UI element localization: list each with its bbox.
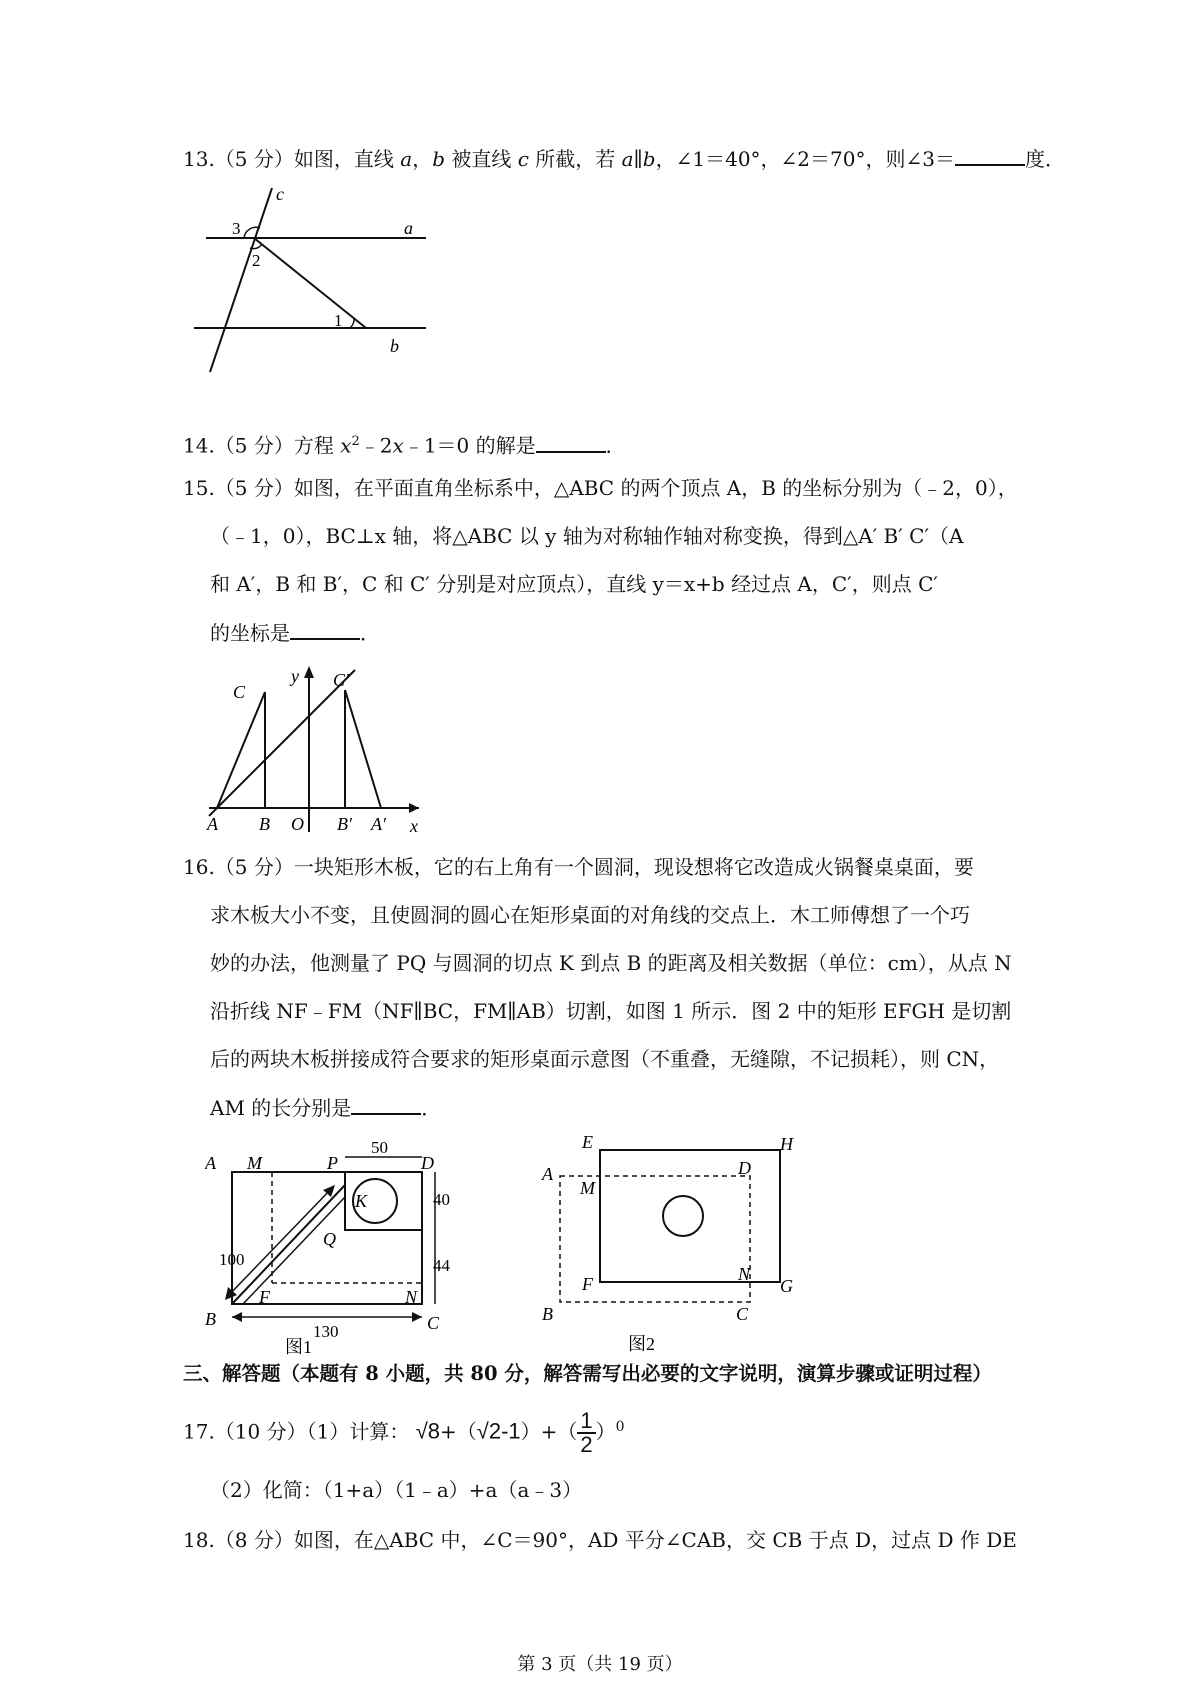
fig1-label-M: M [247,1153,262,1173]
fig1-label-P: P [327,1153,338,1173]
q17-minus1: -1 [501,1418,521,1444]
q15-figure [205,660,425,835]
label-angle-3: 3 [232,219,241,238]
q14-rest1: ﹣2 [359,433,393,458]
y-axis-arrow [304,666,314,678]
q18-line1: 18.（8 分）如图，在△ABC 中，∠C＝90°，AD 平分∠CAB，交 CB 于点 D，过点 D 作 DE [183,1528,1017,1552]
fig2-label-A: A [542,1164,553,1184]
q13-mid2: 所截，若 [528,147,622,171]
section-3-heading: 三、解答题（本题有 8 小题，共 80 分，解答需写出必要的文字说明，演算步骤或证明过程） [183,1362,992,1385]
fig2-label-F: F [582,1274,593,1294]
fig1-label-N: N [405,1287,418,1307]
fig1-dim-40: 40 [433,1190,450,1209]
line-c [210,188,272,372]
q17-part2: （2）化简：（1+a）（1﹣a）+a（a﹣3） [210,1478,583,1502]
q16-answer-blank[interactable] [351,1095,421,1115]
fig2-label-D: D [738,1158,751,1178]
q15-line3: 和 A′，B 和 B′，C 和 C′ 分别是对应顶点），直线 y＝x+b 经过点 A，C′，则点 C′ [210,572,938,596]
q13-var-c: c [517,147,529,171]
line-y-x-b [209,670,355,816]
q16-line4: 沿折线 NF﹣FM（NF∥BC，FM∥AB）切割，如图 1 所示．图 2 中的矩形 EFGH 是切割 [210,999,1012,1023]
fig1-label-B: B [205,1309,216,1329]
q15-line4 [210,620,380,645]
q17-sqrt8: √8 [415,1418,441,1444]
q17-numerator: 1 [577,1410,595,1434]
q15-line1: 15.（5 分）如图，在平面直角坐标系中，△ABC 的两个顶点 A，B 的坐标分别为（﹣2，0）， [183,476,1018,500]
segment-ApCp [345,690,381,808]
label-angle-2: 2 [252,251,261,270]
q13-var-a: a [400,147,413,171]
fig1-label-F: F [259,1287,270,1307]
fig1-label-C: C [427,1313,440,1333]
q16-figure1 [205,1135,455,1355]
label-b: b [390,336,399,356]
q17-plus1: +（ [440,1419,477,1444]
page-footer: 第 3 页（共 19 页） [517,1654,683,1675]
q17-denominator: 2 [580,1432,593,1457]
q13-figure [190,182,440,382]
q14-rest2: ﹣1＝0 的解是 [403,433,536,458]
q16-line2: 求木板大小不变，且使圆洞的圆心在矩形桌面的对角线的交点上．木工师傅想了一个巧 [210,903,970,927]
q14-exponent: 2 [351,434,360,449]
label-a: a [404,218,413,238]
fig1-caption: 图1 [285,1337,312,1355]
fig2-caption: 图2 [628,1334,655,1354]
measure-100 [227,1187,333,1297]
q17-part1 [183,1410,625,1456]
q16-line6-text: AM 的长分别是 [210,1096,352,1120]
label-A-prime: A′ [371,814,386,834]
q16-figure2 [540,1130,800,1355]
q17-exponent: 0 [615,1418,625,1435]
q13-tail: 度． [1024,147,1065,171]
label-B-prime: B′ [337,814,352,834]
fig1-dim-130: 130 [313,1322,339,1341]
q13-mid1: 被直线 [445,147,518,171]
label-C: C [233,682,246,702]
q15-answer-blank[interactable] [290,620,360,640]
fig1-dim-44: 44 [433,1256,450,1275]
q17-close2: ） [595,1419,616,1444]
rect-EFGH [600,1150,780,1282]
label-y: y [291,666,299,686]
q14-answer-blank[interactable] [536,433,606,453]
q14-lead: 14.（5 分）方程 [183,433,341,458]
q14-var-x2: x [392,433,404,458]
fig1-dim-100: 100 [219,1250,245,1269]
q16-tail: ． [421,1096,442,1120]
fig1-label-A: A [205,1153,216,1173]
fig1-label-K: K [355,1191,368,1211]
fig1-label-Q: Q [323,1229,336,1249]
q13-var-b: b [432,147,445,171]
label-x: x [410,816,418,835]
q17-close1: ）+（ [520,1419,578,1444]
q14-tail: ． [605,433,626,458]
q15-tail: ． [360,621,380,645]
fig2-label-H: H [780,1134,793,1154]
q13-parallel: a∥b [621,147,656,171]
arrow-130-right [412,1312,422,1322]
fig1-label-D: D [421,1153,434,1173]
transversal-line [254,238,366,328]
x-axis-arrow [409,803,419,813]
angle-1-arc [350,318,354,328]
q16-line3: 妙的办法，他测量了 PQ 与圆洞的切点 K 到点 B 的距离及相关数据（单位：cm），从点 N [210,951,1012,975]
segment-AC [217,692,265,808]
fig2-label-B: B [542,1304,553,1324]
q17-fraction [577,1410,595,1456]
q13-mid3: ，∠1＝40°，∠2＝70°，则∠3＝ [655,147,955,171]
fig1-dim-50: 50 [371,1138,388,1157]
q13-text [183,146,1065,171]
q15-line4-text: 的坐标是 [210,621,290,645]
label-O: O [291,814,304,834]
hole-circle-2 [663,1196,703,1236]
fig2-label-N: N [738,1264,751,1284]
label-A: A [207,814,218,834]
fig2-label-E: E [582,1132,593,1152]
label-C-prime: C′ [333,670,349,690]
q14-var-x: x [340,433,352,458]
label-B: B [259,814,270,834]
q14-text [183,430,626,458]
fig2-label-C: C [736,1304,749,1324]
q13-lead: 13.（5 分）如图，直线 [183,147,401,171]
label-c: c [276,184,284,204]
q16-line6 [210,1095,441,1120]
q17-lead: 17.（10 分）（1）计算： [183,1419,410,1444]
arrow-130-left [232,1312,242,1322]
q15-line2: （﹣1，0），BC⊥x 轴，将△ABC 以 y 轴为对称轴作轴对称变换，得到△A′ B′ C′（A [210,524,964,548]
fig2-label-G: G [780,1276,793,1296]
q17-sqrt2: √2 [476,1418,502,1444]
q13-comma: ， [412,147,433,171]
fig2-label-M: M [580,1178,595,1198]
label-angle-1: 1 [334,311,343,330]
q16-line1: 16.（5 分）一块矩形木板，它的右上角有一个圆洞，现设想将它改造成火锅餐桌桌面，要 [183,855,974,879]
q13-answer-blank[interactable] [955,146,1025,166]
q16-line5: 后的两块木板拼接成符合要求的矩形桌面示意图（不重叠，无缝隙，不记损耗），则 CN， [210,1047,1000,1071]
